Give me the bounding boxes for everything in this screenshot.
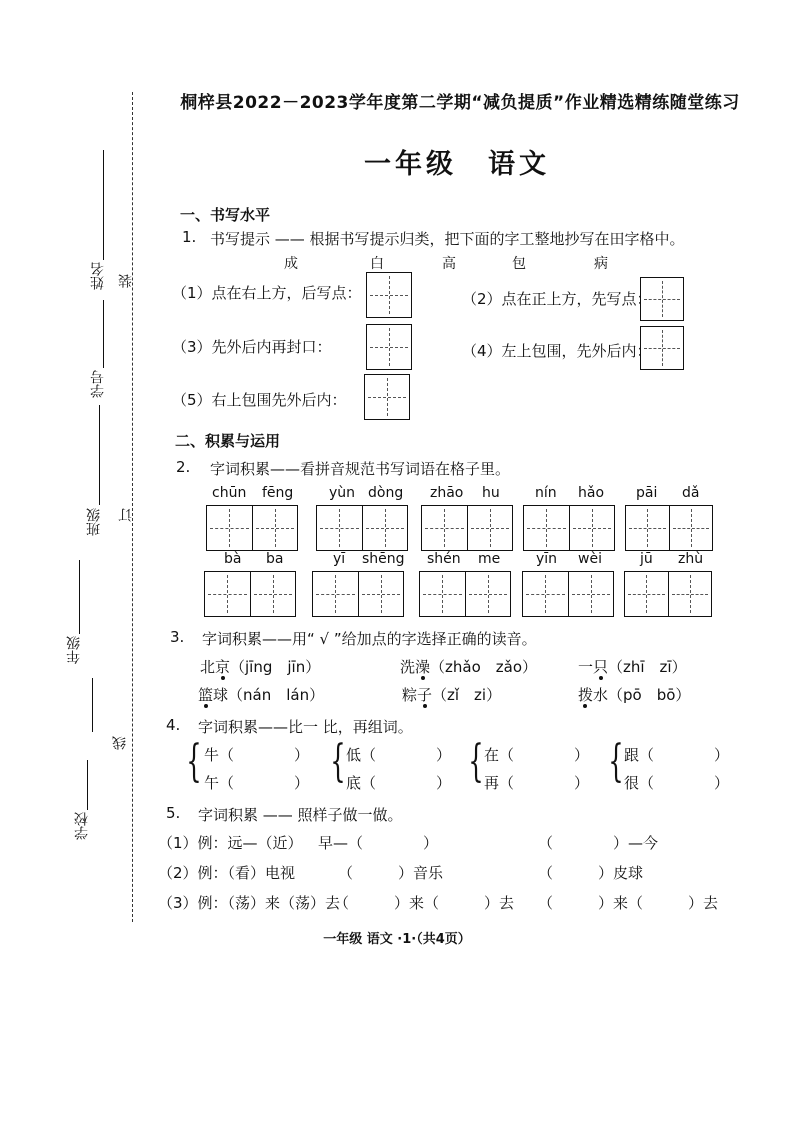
brace-2: {: [330, 736, 346, 787]
binding-xian: 线: [112, 736, 128, 750]
word-grid-chunfeng[interactable]: [206, 505, 298, 551]
page-footer: 一年级 语文 ·1·（共4页）: [323, 932, 471, 947]
hint-4: （4）左上包围，先外后内：: [462, 342, 652, 360]
pinyin: hu: [482, 485, 500, 501]
q3-item-yizhi: 一只（zhī zī）: [578, 658, 687, 676]
pinyin: nín: [535, 485, 557, 501]
q2-text: 字词积累——看拼音规范书写词语在格子里。: [210, 460, 511, 478]
binding-ding: 订: [118, 508, 134, 522]
q4-gen: 跟（ ）: [624, 746, 730, 764]
pinyin: yīn: [536, 551, 558, 567]
q5-text: 字词积累 —— 照样子做一做。: [198, 806, 403, 824]
word-grid-paida[interactable]: [625, 505, 713, 551]
word-grid-baba[interactable]: [204, 571, 296, 617]
section1-heading: 一、书写水平: [180, 206, 271, 224]
q5-row2-example: （2）例：（看）电视: [158, 864, 296, 882]
page-title: 桐梓县2022－2023学年度第二学期“减负提质”作业精选精练随堂练习: [180, 93, 740, 113]
pinyin: shēng: [362, 551, 405, 567]
q5-number: 5.: [166, 804, 181, 822]
emphasis-dot: [583, 704, 587, 708]
pinyin: dǎ: [682, 485, 700, 501]
pinyin: wèi: [578, 551, 602, 567]
q5-row2-b: （ ）皮球: [538, 864, 644, 882]
q5-row1-b: （ ）—今: [538, 834, 659, 852]
grade-lower-line: [92, 678, 93, 732]
binding-dashed-line: [132, 92, 133, 922]
pinyin: yī: [333, 551, 346, 567]
word-grid-yisheng[interactable]: [312, 571, 404, 617]
word-grid-shenme[interactable]: [419, 571, 511, 617]
word-grid-yinwei[interactable]: [522, 571, 614, 617]
pinyin: hǎo: [578, 485, 605, 501]
school-write-line[interactable]: [87, 760, 88, 810]
brace-4: {: [608, 736, 624, 787]
hint-5: （5）右上包围先外后内：: [172, 391, 347, 409]
pinyin: yùn: [329, 485, 356, 501]
q5-row1-example: （1）例：远—（近）: [158, 834, 303, 852]
q2-number: 2.: [176, 458, 191, 476]
binding-label-name: 姓名: [90, 262, 106, 290]
emphasis-dot: [204, 704, 208, 708]
page-subtitle: 一年级 语文: [364, 149, 550, 180]
q3-item-boshui: 拨水（pō bō）: [578, 686, 691, 704]
q4-di2: 底（ ）: [346, 774, 452, 792]
q5-row3-example: （3）例：（荡）来（荡）去: [158, 894, 341, 912]
tianzi-grid-5[interactable]: [364, 374, 410, 420]
q3-item-lanqiu: 篮球（nán lán）: [198, 686, 325, 704]
section2-heading: 二、积累与运用: [175, 432, 281, 450]
q3-number: 3.: [170, 628, 185, 646]
emphasis-dot: [599, 676, 603, 680]
tianzi-grid-2[interactable]: [640, 277, 684, 321]
word-grid-yundong[interactable]: [316, 505, 408, 551]
binding-label-class: 班级: [86, 508, 102, 536]
char-bing: 病: [594, 256, 608, 272]
q4-hen: 很（ ）: [624, 774, 730, 792]
q3-item-zongzi: 粽子（zǐ zi）: [402, 686, 502, 704]
pinyin: dòng: [368, 485, 404, 501]
emphasis-dot: [423, 704, 427, 708]
q5-row2-a: （ ）音乐: [338, 864, 444, 882]
q4-niu: 牛（ ）: [204, 746, 310, 764]
binding-label-school: 学校: [74, 812, 90, 840]
pinyin: pāi: [636, 485, 658, 501]
q3-item-xizao: 洗澡（zhǎo zǎo）: [400, 658, 537, 676]
q4-number: 4.: [166, 716, 181, 734]
pinyin: bà: [224, 551, 242, 567]
binding-label-grade: 年级: [66, 636, 82, 664]
emphasis-dot: [221, 676, 225, 680]
pinyin: shén: [427, 551, 461, 567]
pinyin: zhāo: [430, 485, 464, 501]
q5-row3-a: （ ）来（ ）去: [334, 894, 515, 912]
q1-text: 书写提示 —— 根据书写提示归类，把下面的字工整地抄写在田字格中。: [210, 230, 685, 248]
pinyin: fēng: [262, 485, 294, 501]
emphasis-dot: [421, 676, 425, 680]
word-grid-ninhao[interactable]: [523, 505, 615, 551]
q4-zai2: 再（ ）: [484, 774, 590, 792]
char-bao: 包: [512, 256, 526, 272]
q5-row3-b: （ ）来（ ）去: [538, 894, 719, 912]
hint-2: （2）点在正上方，先写点：: [462, 290, 652, 308]
tianzi-grid-1[interactable]: [366, 272, 412, 318]
q3-item-beijing: 北京（jīng jīn）: [200, 658, 321, 676]
q4-text: 字词积累——比一 比，再组词。: [198, 718, 413, 736]
q4-wu: 午（ ）: [204, 774, 310, 792]
tianzi-grid-4[interactable]: [640, 326, 684, 370]
q3-text: 字词积累——用“ √ ”给加点的字选择正确的读音。: [202, 630, 537, 648]
char-gao: 高: [442, 256, 456, 272]
pinyin: zhù: [678, 551, 704, 567]
class-write-line[interactable]: [99, 405, 100, 505]
pinyin: ba: [266, 551, 284, 567]
pinyin: me: [478, 551, 501, 567]
q4-di: 低（ ）: [346, 746, 452, 764]
brace-3: {: [468, 736, 484, 787]
brace-1: {: [186, 736, 202, 787]
q5-row1-a: 早—（ ）: [318, 834, 439, 852]
binding-zhuang: 装: [118, 274, 134, 288]
q4-zai: 在（ ）: [484, 746, 590, 764]
hint-3: （3）先外后内再封口：: [172, 338, 332, 356]
grade-write-line[interactable]: [79, 560, 80, 634]
q1-number: 1.: [182, 228, 197, 246]
id-write-line[interactable]: [103, 300, 104, 368]
binding-label-id: 学号: [90, 370, 106, 398]
word-grid-juzhu[interactable]: [624, 571, 712, 617]
char-cheng: 成: [284, 256, 298, 272]
tianzi-grid-3[interactable]: [366, 324, 412, 370]
char-bai: 白: [370, 256, 384, 272]
pinyin: jū: [640, 551, 653, 567]
pinyin: chūn: [212, 485, 247, 501]
hint-1: （1）点在右上方，后写点：: [172, 284, 362, 302]
word-grid-zhaohu[interactable]: [421, 505, 513, 551]
